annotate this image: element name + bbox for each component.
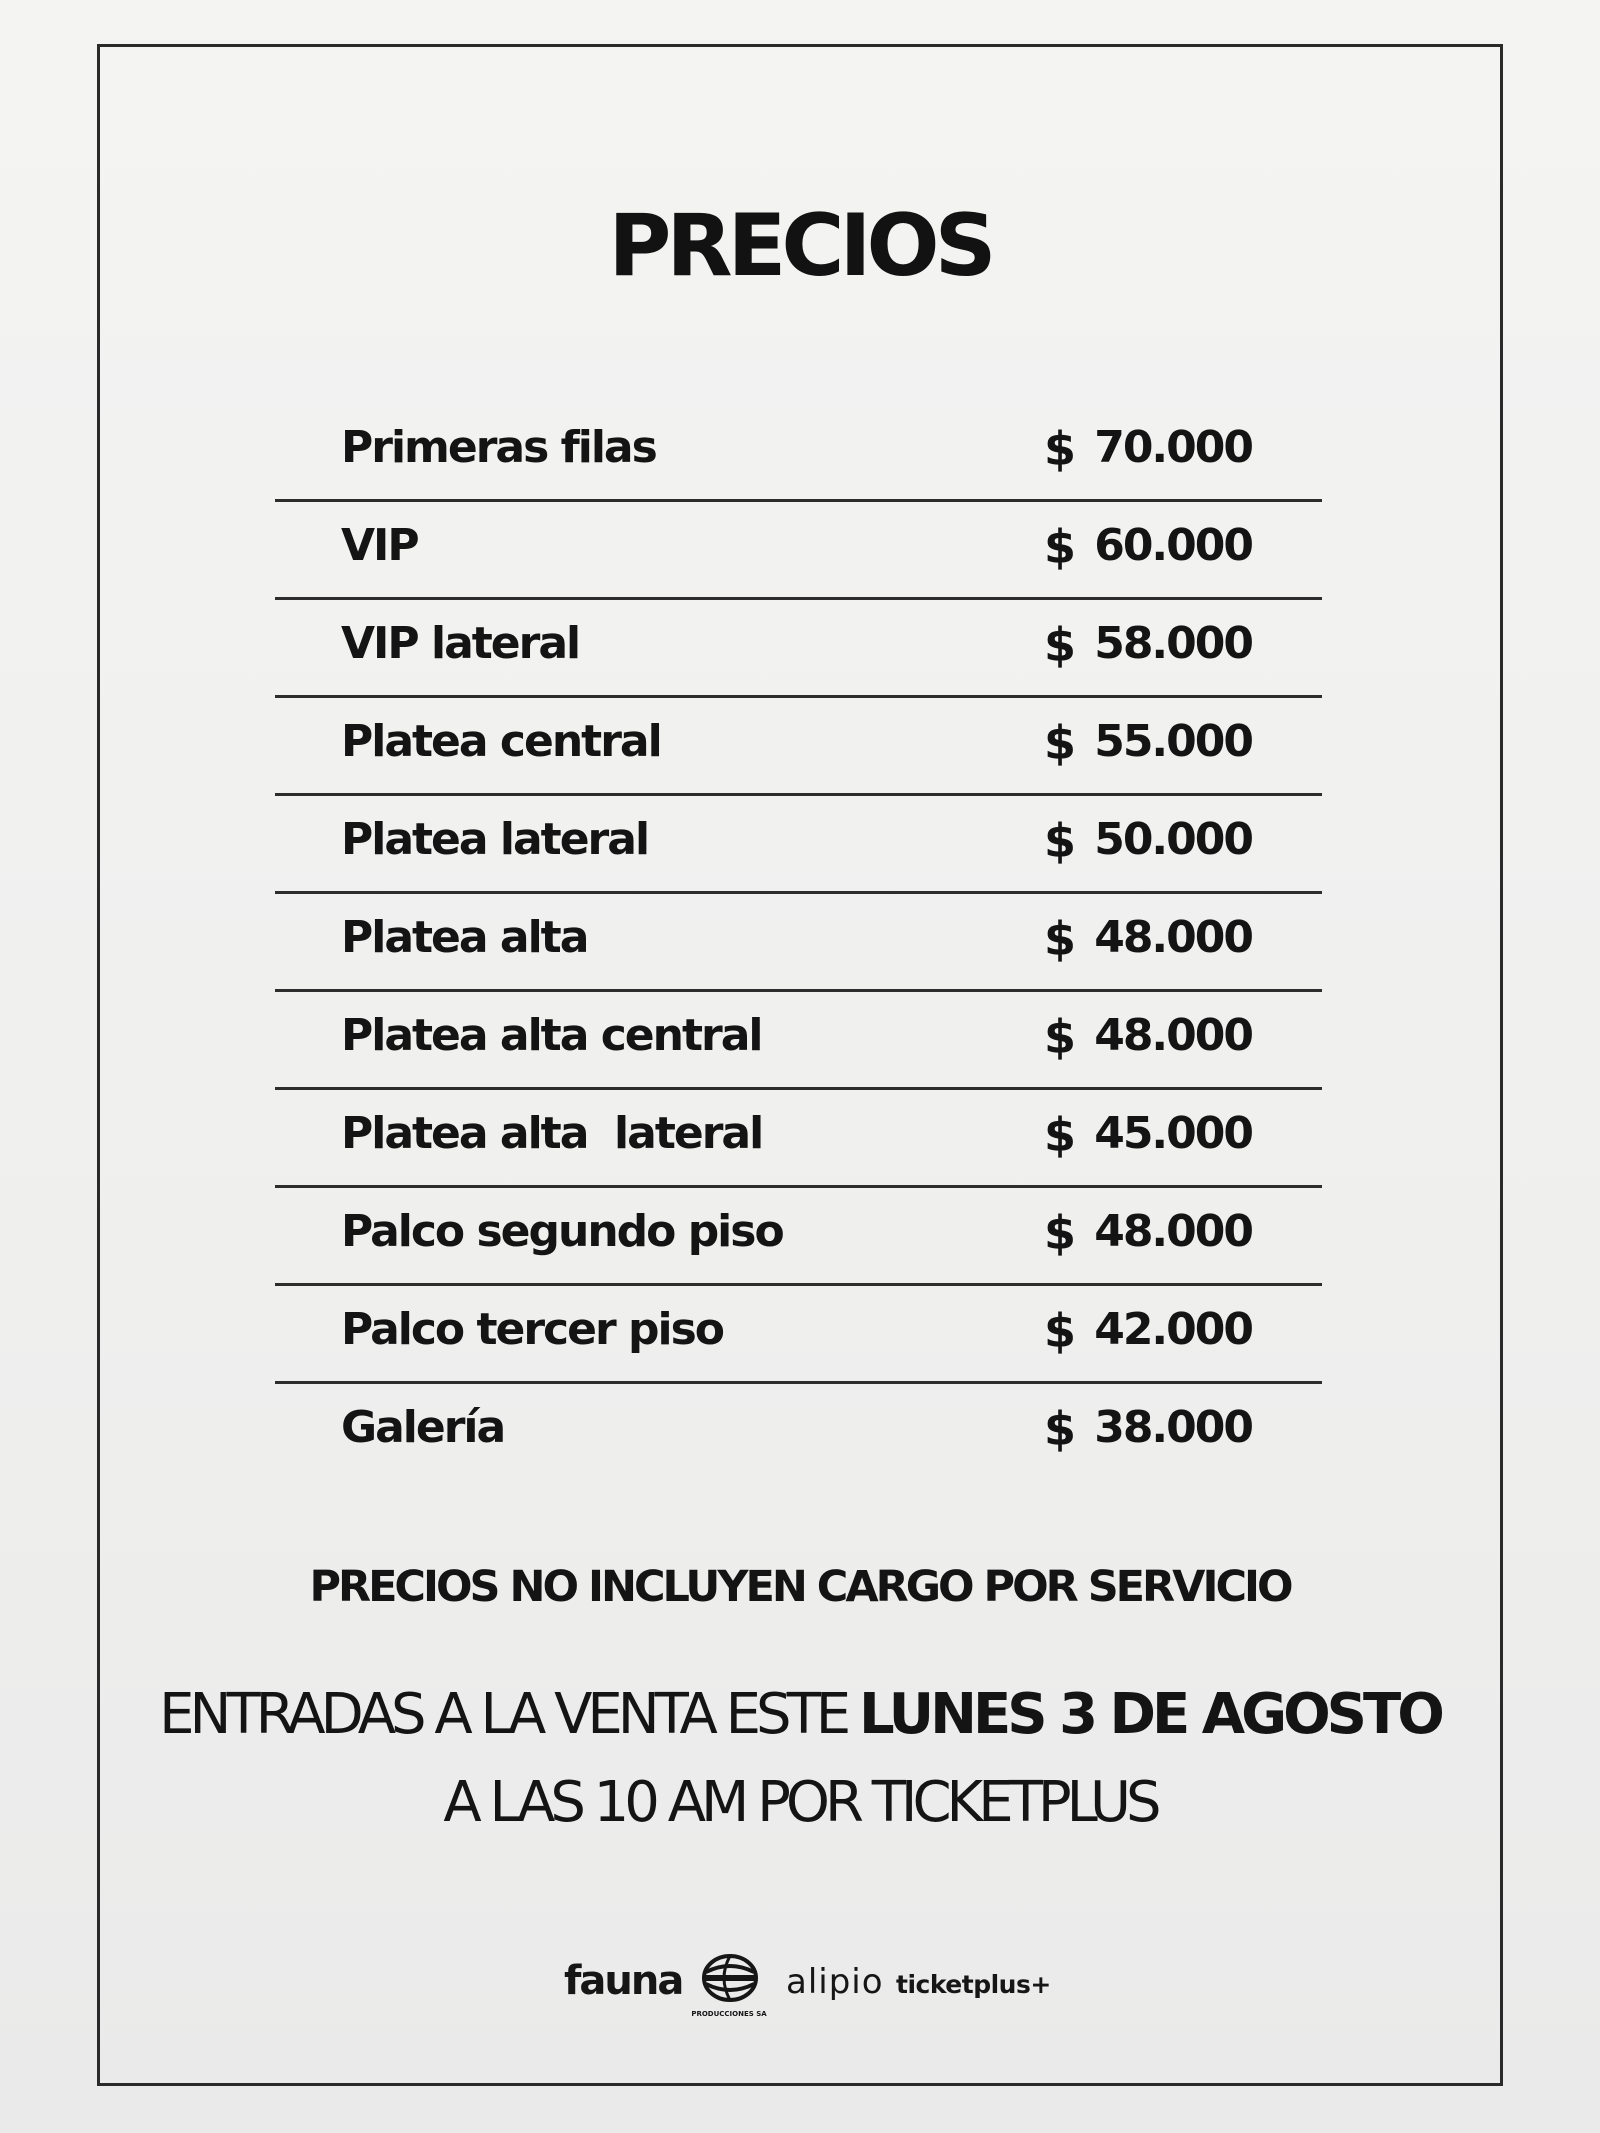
price-row-amount: 38.000: [1094, 1402, 1252, 1453]
price-row-name: VIP: [341, 520, 418, 571]
price-row-amount: 42.000: [1094, 1304, 1252, 1355]
price-row: [275, 600, 1322, 698]
price-row: [275, 1286, 1322, 1384]
producciones-label: PRODUCCIONES SA: [691, 2010, 767, 2018]
price-row-amount: 58.000: [1094, 618, 1252, 669]
dollar-sign: $: [1043, 618, 1076, 672]
dollar-sign: $: [1043, 1206, 1076, 1260]
price-row-name: Platea lateral: [341, 814, 649, 865]
price-row-name: Platea alta central: [341, 1010, 762, 1061]
sale-announcement-line1: [0, 1682, 1600, 1747]
price-row: [275, 404, 1322, 502]
price-row: [275, 894, 1322, 992]
page-title: PRECIOS: [608, 196, 992, 296]
sale-announcement-line2: A LAS 10 AM POR TICKETPLUS: [443, 1770, 1157, 1835]
price-row-name: Palco segundo piso: [341, 1206, 783, 1257]
price-row-name: Platea central: [341, 716, 661, 767]
dollar-sign: $: [1043, 1304, 1076, 1358]
fauna-logo: fauna: [564, 1958, 683, 2004]
price-row-amount: 60.000: [1094, 520, 1252, 571]
price-row-amount: 48.000: [1094, 1206, 1252, 1257]
dollar-sign: $: [1043, 912, 1076, 966]
sale-date: LUNES 3 DE AGOSTO: [858, 1682, 1441, 1747]
price-row-amount: 55.000: [1094, 716, 1252, 767]
ticketplus-logo: ticketplus+: [896, 1970, 1051, 1999]
price-row-name: Platea alta lateral: [341, 1108, 763, 1159]
price-list: [275, 404, 1322, 1482]
price-row-amount: 70.000: [1094, 422, 1252, 473]
globe-icon: [702, 1952, 758, 2004]
price-row-name: Palco tercer piso: [341, 1304, 723, 1355]
sponsor-logos: [560, 1950, 1050, 2020]
service-charge-note: PRECIOS NO INCLUYEN CARGO POR SERVICIO: [309, 1562, 1291, 1612]
price-row: [275, 992, 1322, 1090]
price-row-name: VIP lateral: [341, 618, 580, 669]
price-row-name: Platea alta: [341, 912, 588, 963]
dollar-sign: $: [1043, 814, 1076, 868]
alipio-logo: alipio: [786, 1962, 884, 2002]
dollar-sign: $: [1043, 716, 1076, 770]
price-row: [275, 1090, 1322, 1188]
price-row-amount: 45.000: [1094, 1108, 1252, 1159]
dollar-sign: $: [1043, 1010, 1076, 1064]
price-row: [275, 502, 1322, 600]
sale-line1-regular: ENTRADAS A LA VENTA ESTE: [159, 1682, 859, 1747]
price-row: [275, 1188, 1322, 1286]
price-row-name: Galería: [341, 1402, 505, 1453]
price-row: [275, 698, 1322, 796]
price-row: [275, 796, 1322, 894]
dollar-sign: $: [1043, 422, 1076, 476]
price-row-amount: 48.000: [1094, 1010, 1252, 1061]
price-row-amount: 48.000: [1094, 912, 1252, 963]
dollar-sign: $: [1043, 1108, 1076, 1162]
price-row-name: Primeras filas: [341, 422, 656, 473]
dollar-sign: $: [1043, 1402, 1076, 1456]
price-row-amount: 50.000: [1094, 814, 1252, 865]
producciones-logo: [684, 1952, 774, 2018]
price-row: [275, 1384, 1322, 1482]
dollar-sign: $: [1043, 520, 1076, 574]
